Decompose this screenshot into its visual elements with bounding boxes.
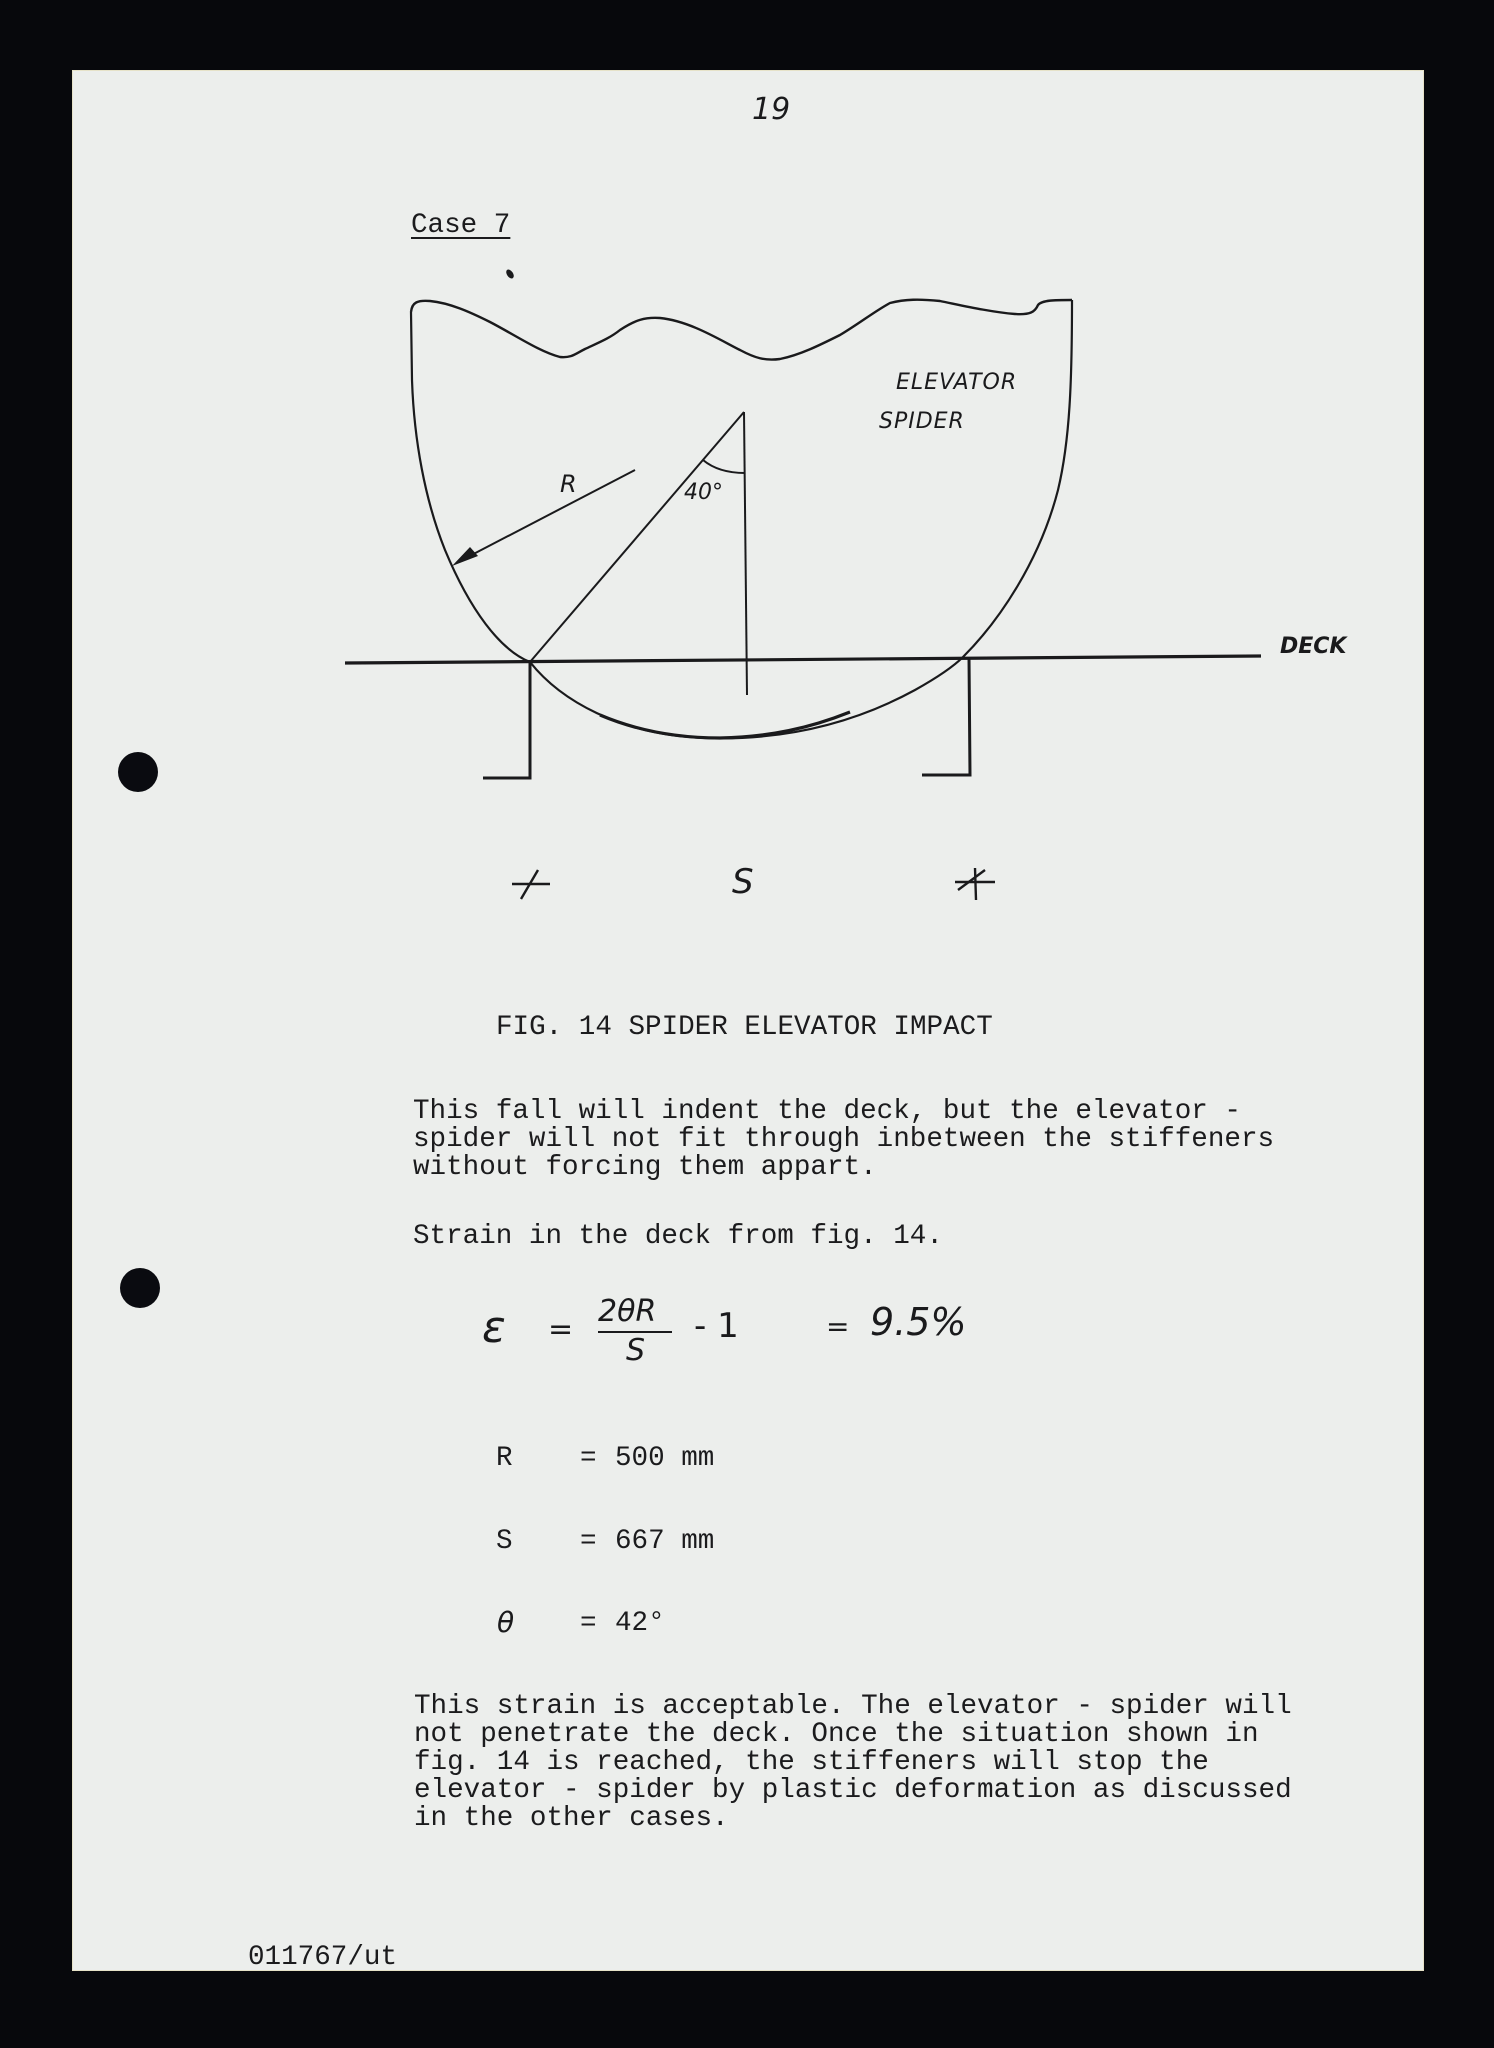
label-span: S (732, 862, 754, 902)
formula-minus-one: - 1 (694, 1306, 739, 1346)
section-heading: Case 7 (411, 210, 511, 241)
label-radius: R (560, 470, 577, 498)
ink-spot (505, 268, 516, 280)
paragraph-1-line: This fall will indent the deck, but the elevator - (413, 1096, 1241, 1127)
variable-value: 667 mm (615, 1526, 715, 1557)
label-angle: 40° (684, 480, 723, 505)
footer-document-code: 011767/ut (248, 1942, 398, 1973)
radius-arrow-head-icon (452, 547, 478, 566)
label-deck: DECK (1280, 634, 1347, 659)
variable-equals: = (580, 1443, 597, 1474)
paragraph-2-line: fig. 14 is reached, the stiffeners will stop the (414, 1747, 1209, 1778)
formula-equals-2: = (826, 1310, 850, 1343)
center-line (744, 412, 747, 695)
formula-epsilon: ε (482, 1302, 506, 1353)
variable-value: 500 mm (615, 1443, 715, 1474)
variable-value: 42° (615, 1608, 665, 1639)
angle-arc (703, 460, 745, 473)
strain-intro: Strain in the deck from fig. 14. (413, 1221, 943, 1252)
paragraph-1-line: spider will not fit through inbetween the stiffeners (413, 1124, 1275, 1155)
formula-equals: = (548, 1312, 574, 1347)
label-elevator: ELEVATOR (896, 370, 1018, 395)
paragraph-2-line: not penetrate the deck. Once the situation shown in (414, 1719, 1259, 1750)
angle-line (530, 412, 744, 662)
span-marker-left (512, 870, 550, 899)
paragraph-2-line: in the other cases. (414, 1803, 729, 1834)
label-spider: SPIDER (879, 409, 965, 434)
formula-result: 9.5% (870, 1300, 967, 1344)
span-marker-right (955, 868, 995, 900)
variable-symbol: R (496, 1443, 513, 1474)
figure-caption: FIG. 14 SPIDER ELEVATOR IMPACT (496, 1012, 993, 1043)
variable-equals: = (580, 1526, 597, 1557)
variable-symbol: S (496, 1526, 513, 1557)
formula-numerator: 2θR (598, 1294, 657, 1329)
stiffener-right (922, 657, 970, 775)
elevator-spider-broken-edge (411, 300, 1072, 360)
variable-equals: = (580, 1608, 597, 1639)
deck-line (345, 656, 1261, 663)
formula-denominator: S (626, 1333, 646, 1368)
arc-bottom (600, 712, 850, 738)
page-number: 19 (752, 92, 791, 127)
paragraph-1-line: without forcing them appart. (413, 1152, 877, 1183)
variable-symbol: θ (497, 1606, 515, 1639)
radius-arrow-line (462, 470, 635, 560)
paragraph-2-line: elevator - spider by plastic deformation as discussed (414, 1775, 1292, 1806)
paragraph-2-line: This strain is acceptable. The elevator - spider will (414, 1691, 1292, 1722)
stiffener-left (483, 662, 530, 778)
elevator-spider-outline (411, 300, 1072, 738)
